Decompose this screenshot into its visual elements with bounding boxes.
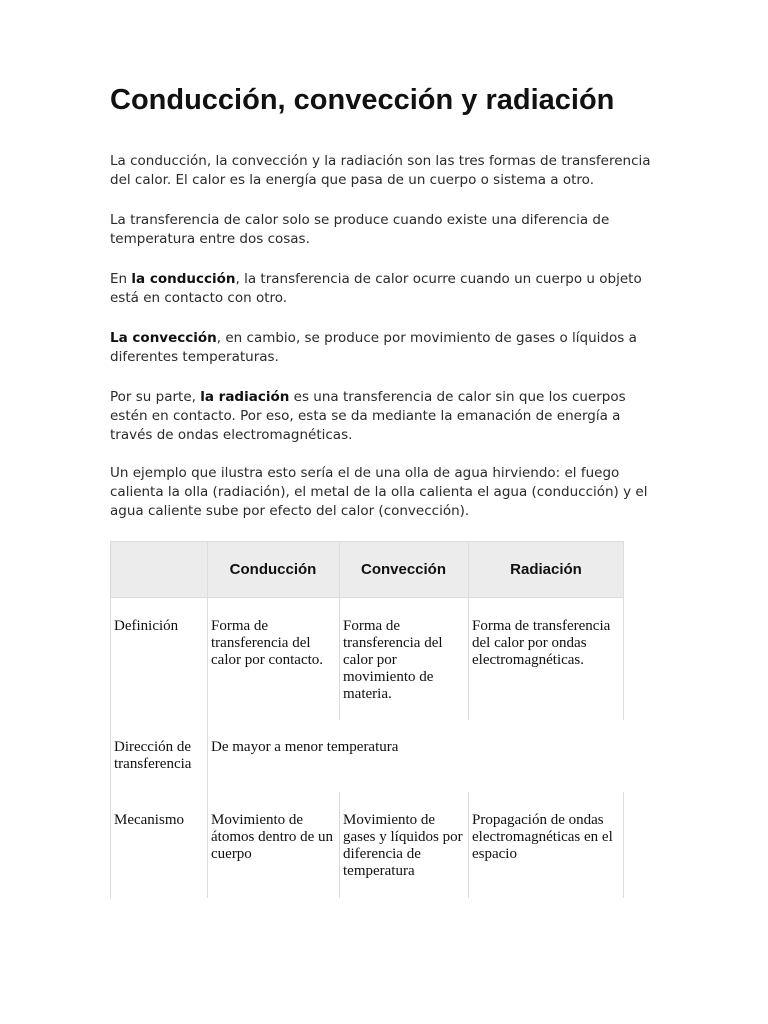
table-cell: Forma de transferencia del calor por contacto. — [211, 618, 324, 668]
table-cell: Forma de transferencia del calor por ondas electromagnéticas. — [472, 618, 611, 668]
table-cell: Movimiento de átomos dentro de un cuerpo — [211, 812, 334, 862]
paragraph-convection — [110, 329, 665, 367]
column-header-conduction: Conducción — [229, 561, 317, 578]
comparison-table — [110, 541, 624, 898]
row-label-definition: Definición — [114, 618, 179, 634]
paragraph-text: En — [110, 271, 132, 287]
paragraph-text: , la transferencia de calor ocurre cuando un cuerpo u objeto está en contacto con otro. — [110, 271, 642, 306]
table-border — [110, 541, 111, 898]
row-label-mechanism: Mecanismo — [114, 812, 184, 828]
paragraph-radiation — [110, 388, 665, 445]
column-header-radiation: Radiación — [510, 561, 582, 578]
paragraph-conduction — [110, 270, 665, 308]
paragraph-text: , en cambio, se produce por movimiento de gases o líquidos a diferentes temperaturas. — [110, 330, 637, 365]
table-cell: Propagación de ondas electromagnéticas en el espacio — [472, 812, 613, 862]
table-cell: Movimiento de gases y líquidos por diferencia de temperatura — [343, 812, 463, 879]
paragraph-text: es una transferencia de calor sin que los cuerpos estén en contacto. Por eso, esta se da mediante la emanación de energía a través de ondas electromagnéticas. — [110, 389, 626, 443]
table-border — [623, 792, 624, 898]
paragraph-text: Por su parte, — [110, 389, 201, 405]
bold-term: la conducción — [131, 271, 236, 287]
paragraph-intro: La conducción, la convección y la radiación son las tres formas de transferencia del calor. El calor es la energía que pasa de un cuerpo o sistema a otro. — [110, 153, 651, 188]
table-cell-merged: De mayor a menor temperatura — [211, 739, 399, 755]
paragraph-condition: La transferencia de calor solo se produce cuando existe una diferencia de temperatura entre dos cosas. — [110, 212, 610, 247]
page-title: Conducción, convección y radiación — [110, 84, 615, 116]
row-label-direction: Dirección de transferencia — [114, 739, 192, 772]
bold-term: la radiación — [200, 389, 290, 405]
table-cell: Forma de transferencia del calor por movimiento de materia. — [343, 618, 443, 702]
paragraph-example: Un ejemplo que ilustra esto sería el de una olla de agua hirviendo: el fuego calienta la olla (radiación), el metal de la olla calienta el agua (conducción) y el agua caliente sube por efecto del calor (convección). — [110, 465, 648, 519]
bold-term: La convección — [110, 330, 217, 346]
column-header-convection: Convección — [360, 561, 447, 578]
